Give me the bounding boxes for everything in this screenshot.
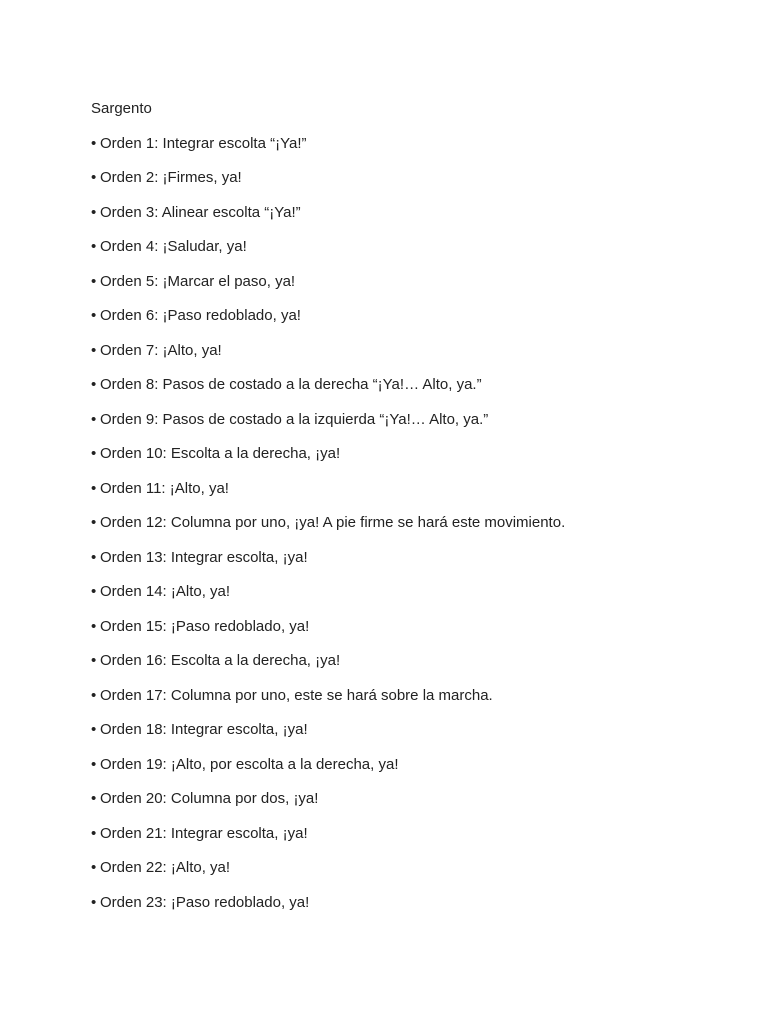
order-text: Orden 15: ¡Paso redoblado, ya!	[100, 617, 310, 635]
order-text: Orden 22: ¡Alto, ya!	[100, 859, 231, 876]
bullet-icon: •	[91, 514, 97, 531]
bullet-icon: •	[91, 548, 97, 566]
document-title: Sargento	[91, 100, 152, 117]
order-text: Orden 13: Integrar escolta, ¡ya!	[100, 548, 308, 566]
bullet-icon: •	[91, 169, 97, 186]
order-text: Orden 11: ¡Alto, ya!	[100, 479, 229, 497]
bullet-icon: •	[91, 824, 97, 842]
bullet-icon: •	[91, 341, 97, 359]
bullet-icon: •	[91, 238, 97, 255]
list-item	[91, 582, 731, 602]
bullet-icon: •	[91, 790, 97, 807]
order-text: Orden 17: Columna por uno, este se hará sobre la marcha.	[100, 686, 493, 704]
order-list	[91, 134, 731, 913]
bullet-icon: •	[91, 617, 97, 635]
list-item	[91, 651, 731, 671]
list-item	[91, 755, 731, 775]
bullet-icon: •	[91, 445, 97, 462]
order-text: Orden 10: Escolta a la derecha, ¡ya!	[100, 445, 341, 462]
list-item	[91, 824, 731, 844]
order-text: Orden 8: Pasos de costado a la derecha “¡Ya!… Alto, ya.”	[100, 376, 482, 393]
bullet-icon: •	[91, 583, 97, 600]
bullet-icon: •	[91, 307, 97, 324]
order-text: Orden 12: Columna por uno, ¡ya! A pie firme se hará este movimiento.	[100, 514, 566, 531]
order-text: Orden 6: ¡Paso redoblado, ya!	[100, 307, 301, 324]
list-item	[91, 720, 731, 740]
order-text: Orden 9: Pasos de costado a la izquierda “¡Ya!… Alto, ya.”	[100, 410, 489, 428]
bullet-icon: •	[91, 652, 97, 669]
order-text: Orden 1: Integrar escolta “¡Ya!”	[100, 134, 307, 152]
order-text: Orden 4: ¡Saludar, ya!	[100, 238, 247, 255]
order-text: Orden 7: ¡Alto, ya!	[100, 341, 222, 359]
list-item	[91, 168, 731, 188]
bullet-icon: •	[91, 272, 97, 290]
list-item	[91, 272, 731, 292]
bullet-icon: •	[91, 859, 97, 876]
document-page	[91, 99, 731, 927]
list-item	[91, 686, 731, 706]
order-text: Orden 19: ¡Alto, por escolta a la derecha, ya!	[100, 755, 399, 773]
list-item	[91, 893, 731, 913]
order-text: Orden 23: ¡Paso redoblado, ya!	[100, 893, 310, 911]
order-text: Orden 21: Integrar escolta, ¡ya!	[100, 824, 308, 842]
bullet-icon: •	[91, 686, 97, 704]
list-item	[91, 789, 731, 809]
list-item	[91, 306, 731, 326]
bullet-icon: •	[91, 410, 97, 428]
list-item	[91, 444, 731, 464]
order-text: Orden 3: Alinear escolta “¡Ya!”	[100, 203, 301, 221]
list-item	[91, 617, 731, 637]
list-item	[91, 410, 731, 430]
list-item	[91, 375, 731, 395]
bullet-icon: •	[91, 721, 97, 738]
order-text: Orden 20: Columna por dos, ¡ya!	[100, 790, 319, 807]
list-item	[91, 548, 731, 568]
bullet-icon: •	[91, 376, 97, 393]
bullet-icon: •	[91, 755, 97, 773]
list-item	[91, 203, 731, 223]
list-item	[91, 134, 731, 154]
order-text: Orden 16: Escolta a la derecha, ¡ya!	[100, 652, 341, 669]
list-item	[91, 237, 731, 257]
order-text: Orden 2: ¡Firmes, ya!	[100, 169, 242, 186]
list-item	[91, 479, 731, 499]
list-item	[91, 513, 731, 533]
order-text: Orden 5: ¡Marcar el paso, ya!	[100, 272, 296, 290]
bullet-icon: •	[91, 134, 97, 152]
bullet-icon: •	[91, 893, 97, 911]
bullet-icon: •	[91, 479, 97, 497]
list-item	[91, 858, 731, 878]
bullet-icon: •	[91, 203, 97, 221]
order-text: Orden 18: Integrar escolta, ¡ya!	[100, 721, 308, 738]
list-item	[91, 341, 731, 361]
order-text: Orden 14: ¡Alto, ya!	[100, 583, 231, 600]
